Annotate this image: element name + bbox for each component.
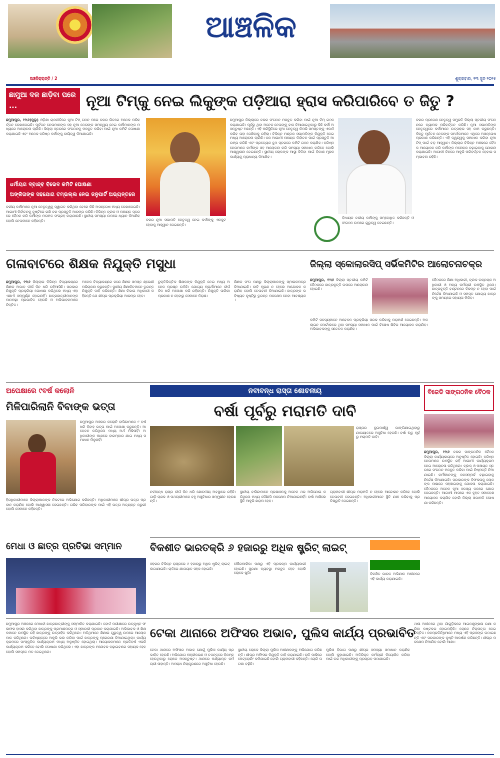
district-photo	[372, 278, 428, 314]
lead-col5: ଦଳର ପ୍ରଦେଶ ନେତୃତ୍ୱ ସମ୍ପ୍ରତି ଜିଲ୍ଲା ସ୍ତରୀୟ ସଂଗଠନରେ ବ୍ୟାପକ ପରିବର୍ତ୍ତନ କରିଛି। ନୂଆ ସଭାପତିଙ୍କ ନେତୃତ୍ୱରେ କର୍ମୀମାନେ ଉତ୍ସାହର ସହ କାମ କରୁଛନ୍ତି। କିନ୍ତୁ ପୂର୍ବତନ ନେତାଙ୍କ ସମର୍ଥକମାନେ ଏଥିରେ ଅସନ୍ତୋଷ ପ୍ରକାଶ କରିଛନ୍ତି। ଏହି ଦ୍ୱନ୍ଦ୍ୱକୁ ସମାଧାନ କରିବା ନୂଆ ଟିମ୍ ପାଇଁ ବଡ଼ ଆହ୍ୱାନ। ଜିଲ୍ଲାର ବିଭିନ୍ନ ଅଞ୍ଚଳରେ ବୈଠକ ଆୟୋଜନ କରି କର୍ମୀଙ୍କ ମନୋବଳ ବଢ଼ାଇବାକୁ ଯୋଜନା କରାଯାଇଛି। ଆଗାମୀ ଦିନରେ ଆହୁରି ପରିବର୍ତ୍ତନ ହେବାର ସମ୍ଭାବନା ରହିଛି।	[416, 118, 496, 159]
masthead-title: ଆଞ୍ଚଳିକ	[205, 10, 297, 45]
students-photo	[6, 558, 146, 614]
lead-dateline: ଛମୁଆପୁର, ୧୨ା୬(ଜୁଲୁ)	[6, 118, 39, 122]
bottom-rule	[6, 754, 494, 755]
colony-body-1: ଛମୁଆପୁର ଅଞ୍ଚଳର କଲୋନି ବାସିନ୍ଦାମାନେ ୯ ବର୍ଷ ଧରି ବିବାହ ଭତ୍ତା ପାଇଁ ଅପେକ୍ଷା କରୁଛନ୍ତି। ଆବେଦନ କରିଥିଲେ ମଧ୍ୟ ଅର୍ଥ ମିଳିନାହିଁ। ଅଧିକାରୀଙ୍କ ପାଖରେ ବାରମ୍ବାର ଯାଇ ମଧ୍ୟ ସମାଧାନ ମିଳୁନାହିଁ।	[80, 420, 146, 443]
road-band-label: ନବୀବନ୍ଧ ରାସ୍ତା ଶୋଚନୀୟ	[248, 387, 322, 395]
colony-headline: ମିଳିପାରିଲାନି ବିବାଙ୍କ ଭତ୍ତା	[6, 402, 116, 413]
police-body-2: ସ୍ଥାନୀୟ ଲୋକେ ଜିଲ୍ଲା ପୁଲିସ ଅଧୀକ୍ଷକଙ୍କୁ ଅଭିଯୋଗ କରିଛନ୍ତି। ଶୀଘ୍ର ଅଫିସର ନିଯୁକ୍ତି ଦାବି କରାଯାଇଛି। ରାତି ପାଳିରେ ପେଟ୍ରୋଲିଂ କମିଯାଇଛି ବୋଲି ଗ୍ରାମବାସୀ କହିଛନ୍ତି। ଚୋରି ଘଟଣା ବଢ଼ିଛି।	[238, 648, 322, 666]
police-body-3: ପୁଲିସ ବିଭାଗ ପକ୍ଷରୁ ଶୀଘ୍ର ସମସ୍ୟା ସମାଧାନ କରାଯିବ ବୋଲି କୁହାଯାଇଛି। ଅତିରିକ୍ତ କର୍ମଚାରୀ ନିୟୋଜିତ କରିବା ପାଇଁ ଉଚ୍ଚ ଅଧିକାରୀଙ୍କୁ ପ୍ରସ୍ତାବ ପଠାଯାଇଛି।	[326, 648, 410, 662]
biju-photo	[424, 414, 494, 448]
colony-body-2: ହିତାଧିକାରୀମାନେ ଜିଲ୍ଲାପାଳଙ୍କ ନିକଟରେ ଅଭିଯୋଗ କରିଛନ୍ତି। ଅଧିକାରୀମାନେ ଶୀଘ୍ର ଭତ୍ତା ପ୍ରଦାନ କରାଯିବ ବୋଲି ଆଶ୍ୱାସନା ଦେଇଛନ୍ତି। ଗରିବ ପରିବାରଙ୍କ ପାଇଁ ଏହି ଭତ୍ତା ଅତ୍ୟନ୍ତ ଜରୁରୀ ବୋଲି ସେମାନେ କହିଛନ୍ତି।	[6, 498, 146, 512]
biju-dateline: ଛମୁଆପୁର, ୧୨ା୬	[424, 450, 450, 454]
lead-bullet-2: ଅଙ୍କିତାଙ୍କ ସହଯୋଗ ତମ୍ଭଲ୍ଲ ନେଇ ଜନୁପାର୍ଟି ଅଭ୍ୟନ୍ତରେ	[10, 192, 136, 198]
lead-col4-caption: ବିଧାୟକ ଦଳୀୟ କର୍ମୀଙ୍କୁ ସମ୍ବୋଧିତ କରିଛନ୍ତି ଓ ସଂଗଠନ ଉପରେ ଗୁରୁତ୍ୱ ଦେଇଛନ୍ତି।	[342, 216, 414, 225]
road-body-3: ଗ୍ରାମବାସୀ ଶୀଘ୍ର ମରାମତି ନ ହେଲେ ଆନ୍ଦୋଳନ କରିବେ ବୋଲି ଚେତାବନୀ ଦେଇଛନ୍ତି। ଅଧିକାରୀମାନେ ସ୍ଥିତି ଯାଞ୍ଚ କରିବାକୁ ପ୍ରତିଶ୍ରୁତି ଦେଇଛନ୍ତି।	[330, 490, 420, 504]
teacher-body-2: ଅନେକ ବିଦ୍ୟାଳୟରେ ଜଣେ ଶିକ୍ଷକ ସମସ୍ତ ଶ୍ରେଣୀ ପରିଚାଳନା କରୁଛନ୍ତି। ସ୍ଥାନୀୟ ଶିକ୍ଷାବିତମାନେ ତୁରନ୍ତ ନିଯୁକ୍ତି ଦାବି କରିଛନ୍ତି। ଶିକ୍ଷା ବିଭାଗ ଅଧିକାରୀ କହିଛନ୍ତି ଯେ ଶୀଘ୍ର ପ୍ରକ୍ରିୟା ଆରମ୍ଭ ହେବ।	[82, 280, 154, 298]
lead-kicker-box	[6, 88, 80, 114]
flag-photo	[370, 540, 420, 570]
teacher-dateline: ଛମୁଆପୁର, ୧୨ା୬	[6, 280, 31, 284]
streetlight-body-2: ପୌରପାଳିକା ପକ୍ଷରୁ ଏହି ପ୍ରକଳ୍ପ କାର୍ଯ୍ୟକାରୀ ହୋଇଛି। ସୁରକ୍ଷା ବ୍ୟବସ୍ଥା ମଜବୁତ ହେବ ବୋଲି ଲୋକେ ଖୁସି।	[234, 562, 306, 576]
lead-col3: ଛମୁଆପୁର ଜିଲ୍ଲାରେ ଦଳର ସଂଗଠନ ମଜବୁତ କରିବା ପାଇଁ ନୂଆ ଟିମ୍ ଗଠନ କରାଯାଇଛି। ପୂର୍ବରୁ ଥିବା ଅନେକ ନେତାଙ୍କୁ ବାଦ ଦିଆଯାଇଥିବାରୁ କିଛି କର୍ମୀ ଅସନ୍ତୁଷ୍ଟ ଅଛନ୍ତି। ଏହି ପରିସ୍ଥିତିରେ ନୂଆ ନେତୃତ୍ୱ କିପରି ସମସ୍ତଙ୍କୁ ଏକାଠି କରିବ ତାହା ଦେଖିବାକୁ ରହିଲା। ବିଭିନ୍ନ ମଣ୍ଡଳ ସଭାପତିଙ୍କ ନିଯୁକ୍ତି ନେଇ ମଧ୍ୟ ଆଲୋଚନା ଚାଲିଛି। ଦଳ ଆଗାମୀ ପଞ୍ଚାୟତ ନିର୍ବାଚନ ପାଇଁ ପ୍ରସ୍ତୁତି ଆରମ୍ଭ କରିଛି ଏବଂ ପ୍ରତ୍ୟେକ ବୁଥ ସ୍ତରରେ କମିଟି ଗଠନ କରାଯିବ। ବରିଷ୍ଠ ନେତାମାନେ କର୍ମୀଙ୍କ ସହ ଆଲୋଚନା କରି ସମସ୍ୟା ସମାଧାନ କରିବେ ବୋଲି ଆଶ୍ୱାସନା ଦେଇଛନ୍ତି। ସ୍ଥାନୀୟ ଲୋକଙ୍କ ଆସ୍ଥା ଜିତିବା ପାଇଁ ବିକାଶ ମୂଳକ କାର୍ଯ୍ୟକୁ ପ୍ରାଧାନ୍ୟ ଦିଆଯିବ।	[230, 118, 334, 159]
divider-2	[6, 382, 494, 383]
road-band	[150, 385, 420, 397]
police-body-4: ଥାନା ଅଧୀନରେ ଥିବା ଗାଁଗୁଡ଼ିକରେ ଆଇନଶୃଙ୍ଖଳା ରକ୍ଷା କରିବା କଷ୍ଟକର ହୋଇପଡ଼ିଛି। ଲୋକେ ନିରାପତ୍ତା ନେଇ ଚିନ୍ତିତ। ଜନପ୍ରତିନିଧିମାନେ ମଧ୍ୟ ଏହି ପ୍ରସଙ୍ଗ ଉଠାଇଛନ୍ତି ଏବଂ ସରକାରଙ୍କ ଦୃଷ୍ଟି ଆକର୍ଷଣ କରିଛନ୍ତି। ଶୀଘ୍ର ପଦକ୍ଷେପ ନିଆଯିବ ବୋଲି ଆଶା।	[414, 622, 496, 645]
colony-kicker: ଅପେକ୍ଷାରେ ୯ବର୍ଷ କଲୋନି	[6, 387, 75, 395]
district-body-2: ବୈଠକରେ ଶିକ୍ଷା ଅଧିକାରୀ, ବ୍ଲକ ଉନ୍ନୟନ ଅଧିକାରୀ ଓ ଅନ୍ୟ କର୍ମଚାରୀ ଉପସ୍ଥିତ ଥିଲେ। ଛାତ୍ରବୃତ୍ତି ବଣ୍ଟନରେ ବିଳମ୍ବ ନ ହେବା ପାଇଁ ନିର୍ଦ୍ଦେଶ ଦିଆଯାଇଛି ଓ ସମସ୍ତ ଯୋଗ୍ୟ ଛାତ୍ରଙ୍କୁ ସମୟରେ ସହାୟତା ମିଳିବ।	[432, 278, 496, 301]
district-body-3: କମିଟି ସଦସ୍ୟମାନେ ଆବେଦନ ପ୍ରକ୍ରିୟା ସରଳ କରିବାକୁ ପରାମର୍ଶ ଦେଇଛନ୍ତି। ଅନଲାଇନ ପୋର୍ଟାଲରେ ଥିବା ସମସ୍ୟା ସମାଧାନ ପାଇଁ ବିଶେଷ ଶିବିର ଆୟୋଜନ କରାଯିବ। ଅଭିଭାବକଙ୍କୁ ସଚେତନ କରାଯିବ।	[310, 318, 428, 332]
lead-bullet-box	[6, 178, 140, 202]
masthead-rule	[6, 84, 494, 86]
district-body-1: ଛମୁଆପୁର, ୧୨ା୬ ଜିଲ୍ଲା ସ୍ତରୀୟ କମିଟି ବୈଠକରେ ଛାତ୍ରବୃତ୍ତି ଉପରେ ଆଲୋଚନା ହୋଇଛି।	[310, 278, 368, 292]
teacher-body-1: ଛମୁଆପୁର, ୧୨ା୬ ଜିଲ୍ଲାର ବିଭିନ୍ନ ବିଦ୍ୟାଳୟରେ ଶିକ୍ଷକ ଅଭାବ ଦୀର୍ଘ ଦିନ ଧରି ରହିଆସିଛି। ସରକାର ନିଯୁକ୍ତି ପ୍ରକ୍ରିୟା ଘୋଷଣା କରିଥିଲେ ମଧ୍ୟ ଏହା ଏଯାଏଁ ସମ୍ପୂର୍ଣ୍ଣ ହୋଇନାହିଁ। ଛାତ୍ରଛାତ୍ରୀମାନଙ୍କ ପାଠପଢ଼ା ପ୍ରଭାବିତ ହେଉଛି ଓ ଅଭିଭାବକମାନେ ଚିନ୍ତିତ।	[6, 280, 78, 307]
students-body: ଛମୁଆପୁର ଅଞ୍ଚଳରେ ମେଧାବୀ ଛାତ୍ରଛାତ୍ରୀଙ୍କୁ ସମ୍ମାନିତ କରାଯାଇଛି। ବୋର୍ଡ ପରୀକ୍ଷାରେ ଉତ୍କୃଷ୍ଟ ଫଳାଫଳ ହାସଲ କରିଥିବା ଛାତ୍ରଙ୍କୁ ପ୍ରମାଣପତ୍ର ଓ ସ୍ମାରକୀ ପ୍ରଦାନ କରାଯାଇଛି। ଅଭିଭାବକ ଓ ଶିକ୍ଷକମାନେ ଉପସ୍ଥିତ ରହି ଛାତ୍ରଙ୍କୁ ଉତ୍ସାହିତ କରିଥିଲେ। ଅତିଥିମାନେ ଶିକ୍ଷାର ଗୁରୁତ୍ୱ ଉପରେ ଆଲୋକପାତ କରିଥିଲେ। ଭବିଷ୍ୟତରେ ଆହୁରି ଭଲ କରିବା ପାଇଁ ଛାତ୍ରଙ୍କୁ ପ୍ରେରଣା ଦିଆଯାଇଥିଲା। କାର୍ଯ୍ୟକ୍ରମରେ ସାଂସ୍କୃତିକ କାର୍ଯ୍ୟକ୍ରମ ମଧ୍ୟ ଅନୁଷ୍ଠିତ ହୋଇଥିଲା। ଆୟୋଜକମାନେ ପ୍ରତିବର୍ଷ ଏଭଳି କାର୍ଯ୍ୟକ୍ରମ କରିବେ ବୋଲି ଘୋଷଣା କରିଥିଲେ। ଏହା ଛାତ୍ରଙ୍କ ମନୋବଳ ବଢ଼ାଇବାରେ ସହାୟକ ହେବ ବୋଲି ସମସ୍ତେ ମତ ଦେଇଥିଲେ।	[6, 622, 146, 654]
road-photo-2	[236, 426, 282, 486]
lead-headline: ନୂଆ ଟିମ୍‌କୁ ନେଇ ଲିକୁଙ୍କ ପଡ଼ିଆରା ହ୍ରାସ କରିପାରିବେ ତ ଜିତୁ ?	[86, 92, 455, 110]
teacher-body-3: ଚୁକ୍ତିଭିତ୍ତିକ ଶିକ୍ଷକଙ୍କ ନିଯୁକ୍ତି ନେଇ ମଧ୍ୟ ଅନେକ ପ୍ରଶ୍ନ ଉଠିଛି। ଯୋଗ୍ୟ ପ୍ରାର୍ଥୀମାନେ ଦୀର୍ଘ ଦିନ ଧରି ଅପେକ୍ଷା କରି ରହିଛନ୍ତି। ନିଯୁକ୍ତି ତାଲିକା ପ୍ରକାଶ ନ ହେବାରୁ ସେମାନେ ନିରାଶ।	[158, 280, 230, 298]
lead-photo-caption: ଦଳର ନୂଆ ସଭାପତି ନେତୃତ୍ୱ ନେଇ କର୍ମୀଙ୍କୁ ଏକଜୁଟ ହେବାକୁ ଆହ୍ୱାନ ଦେଇଛନ୍ତି।	[146, 218, 226, 227]
road-body-right: ରାସ୍ତାର ଦୁଇପାର୍ଶ୍ୱ ଭାଙ୍ଗିଯାଇଥିବାରୁ ଯାତାୟାତରେ ଅସୁବିଧା ହେଉଛି। ବର୍ଷା ଋତୁ ପୂର୍ବରୁ ମରାମତି ଦାବି।	[356, 426, 420, 440]
district-headline: ଜିଲ୍ଲା ସ୍କୋଲାରସିପ୍ ସର୍ଭିକମିଟିର ଆଲୋଚନାଚକ୍ର	[310, 260, 483, 270]
streetlight-headline: ବିକଶୀତ ଭାରତକ୍ରି ୬ ହଜାରରୁ ଅଧିକ ଷ୍ଟ୍ରିଟ୍ ଲାଇଟ୍	[150, 543, 347, 554]
road-body-2: ସ୍ଥାନୀୟ ବାସିନ୍ଦାମାନେ ପ୍ରଶାସନକୁ ଅନେକ ଥର ଅଭିଯୋଗ କରିଥିଲେ ମଧ୍ୟ କୌଣସି ପଦକ୍ଷେପ ନିଆଯାଇନାହିଁ। ବର୍ଷା ଆସିଲେ ସ୍ଥିତି ଆହୁରି ଖରାପ ହେବ।	[240, 490, 326, 504]
divider-4	[6, 618, 494, 619]
lead-photo-mla	[338, 118, 412, 214]
road-photo-3	[284, 426, 354, 486]
lead-col1-bottom: ଦଳୀୟ କର୍ମୀମାନେ ନୂଆ ନେତୃତ୍ୱକୁ ସ୍ୱାଗତ କରିଥିବା ବେଳେ କିଛି ଅସନ୍ତୋଷ ମଧ୍ୟ ଦେଖାଦେଇଛି। ଆଗାମୀ ନିର୍ବାଚନକୁ ଦୃଷ୍ଟିରେ ରଖି ଦଳ ପ୍ରସ୍ତୁତି ଆରମ୍ଭ କରିଛି। ବିଭିନ୍ନ ବ୍ଲକ ଓ ପଞ୍ଚାୟତ ସ୍ତରରେ ବୈଠକ କରି କର୍ମୀଙ୍କ ମତାମତ ସଂଗ୍ରହ କରାଯାଉଛି। ସ୍ଥାନୀୟ ସମସ୍ୟା ଉପରେ ଧ୍ୟାନ ଦିଆଯିବ ବୋଲି ନେତାମାନେ କହିଛନ୍ତି।	[6, 205, 140, 223]
lead-col1-top: ଛମୁଆପୁର, ୧୨ା୬(ଜୁଲୁ) ଓଡ଼ିଶା ରାଜନୀତିରେ ନୂଆ ଟିମ୍ ଗଠନ ପରେ ଦଳର ଭିତରେ ଅନେକ ପରିବର୍ତ୍ତନ ଦେଖାଦେଇଛି। ପୂର୍ବତନ ନେତାମାନଙ୍କ ସହ ନୂଆ ନେତାଙ୍କ ସମନ୍ୱୟ ନେଇ କର୍ମୀମାନଙ୍କ ମଧ୍ୟରେ ଆଲୋଚନା ଚାଲିଛି। ଜିଲ୍ଲା ସ୍ତରରେ ସଂଗଠନକୁ ମଜବୁତ କରିବା ପାଇଁ ନୂଆ କମିଟି ଘୋଷଣା କରାଯାଇଛି ଏବଂ ଅନେକ ବରିଷ୍ଠ କର୍ମୀଙ୍କୁ ଦାୟିତ୍ୱ ଦିଆଯାଇଛି।	[6, 118, 140, 136]
party-logo-icon	[314, 216, 340, 242]
district-dateline: ଛମୁଆପୁର, ୧୨ା୬	[310, 278, 335, 282]
teacher-body-4: ଶିକ୍ଷକ ସଂଘ ପକ୍ଷରୁ ଜିଲ୍ଲାପାଳଙ୍କୁ ସ୍ମାରକପତ୍ର ଦିଆଯାଇଛି। ଦାବି ପୂରଣ ନ ହେଲେ ଆନ୍ଦୋଳନ କରାଯିବ ବୋଲି ଚେତାବନୀ ଦିଆଯାଇଛି। ଛାତ୍ରଙ୍କ ଭବିଷ୍ୟତ ଦୃଷ୍ଟିରୁ ତୁରନ୍ତ ପଦକ୍ଷେପ ନେବା ଆବଶ୍ୟକ।	[234, 280, 306, 303]
biju-body: ଛମୁଆପୁର, ୧୨ା୬ ଦଳର ସାଙ୍ଗଠନିକ ବୈଠକ ଜିଲ୍ଲା କାର୍ଯ୍ୟାଳୟରେ ଅନୁଷ୍ଠିତ ହୋଇଛି। ବରିଷ୍ଠ ନେତାମାନେ ଉପସ୍ଥିତ ରହି ଆଗାମୀ କାର୍ଯ୍ୟକ୍ରମ ନେଇ ଆଲୋଚନା କରିଥିଲେ। ବ୍ଲକ ଓ ପଞ୍ଚାୟତ ସ୍ତରରେ ସଂଗଠନ ମଜବୁତ କରିବା ପାଇଁ ନିଷ୍ପତ୍ତି ନିଆଯାଇଛି। କର୍ମୀମାନଙ୍କୁ ଜନସମ୍ପର୍କ ବଢ଼ାଇବାକୁ ନିର୍ଦ୍ଦେଶ ଦିଆଯାଇଛି। ସରକାରଙ୍କ ବିଫଳତାକୁ ଲୋକଙ୍କ ପାଖରେ ପହଞ୍ଚାଇବାକୁ ଯୋଜନା କରାଯାଇଛି। ବୈଠକରେ ଅନେକ ନୂଆ ସଦସ୍ୟ ଦଳରେ ଯୋଗ ଦେଇଛନ୍ତି। ଆଗାମୀ ମାସରେ ଏକ ବୃହତ ସମାବେଶ ଆୟୋଜନ କରାଯିବ ବୋଲି ଜିଲ୍ଲା ସଭାପତି ଘୋଷଣା କରିଛନ୍ତି।	[424, 450, 494, 505]
road-body-1: ନବୀବନ୍ଧ ରାସ୍ତା ଦୀର୍ଘ ଦିନ ଧରି ଶୋଚନୀୟ ଅବସ୍ଥାରେ ରହିଛି। ଗାଡ଼ି ଚାଳକ ଓ ପଥଚାରୀମାନେ ବହୁ ଅସୁବିଧାର ସମ୍ମୁଖୀନ ହେଉଛନ୍ତି।	[150, 490, 236, 504]
lead-photo-leader	[146, 118, 226, 216]
streetlight-body-3: ବିକଶିତ ଭାରତ ଅଭିଯାନ ଅଧୀନରେ ଏହି କାର୍ଯ୍ୟ କରାଯାଇଛି।	[370, 572, 420, 581]
police-body-1: ଟେକା ଥାନାରେ ଅଫିସର ଅଭାବ ଯୋଗୁଁ ପୁଲିସ କାର୍ଯ୍ୟ ପ୍ରଭାବିତ ହେଉଛି। ଅଭିଯୋଗ ପଞ୍ଜୀକରଣ ଓ ତଦନ୍ତରେ ବିଳମ୍ବ ହେଉଥିବାରୁ ଲୋକେ ଅସନ୍ତୁଷ୍ଟ। ଥାନାରେ ପର୍ଯ୍ୟାପ୍ତ କର୍ମଚାରୀ ନାହାନ୍ତି। ଅପରାଧ ନିୟନ୍ତ୍ରଣରେ ଅସୁବିଧା ହେଉଛି।	[150, 648, 234, 666]
masthead-photo-people	[92, 4, 172, 58]
biju-headline-box	[424, 385, 494, 411]
masthead-left-tag: ଅଞ୍ଚଳିକ୍ରାନ୍ତି / 2	[30, 76, 58, 81]
divider-1	[6, 250, 494, 251]
biju-headline: ବିଜେଡି ସାଙ୍ଗଠନିକ ବୈଠକ	[427, 389, 491, 396]
teacher-headline: ଗଳାବାଟରେ ଶିକ୍ଷକ ନିଯୁକ୍ତି ମସୁଧା	[6, 257, 176, 272]
colony-photo	[6, 420, 76, 494]
streetlight-body-1: ସହରର ବିଭିନ୍ନ ରାସ୍ତାରେ ୬ ହଜାରରୁ ଅଧିକ ଷ୍ଟ୍ରିଟ୍ ଲାଇଟ୍ ଲଗାଯାଇଛି। ରାତିରେ ଯାତାୟାତ ସହଜ ହୋଇଛି।	[150, 562, 230, 571]
lead-bullet-1: ଧର୍ମୀୟଗ ଦ୍ବାନ୍ଦ୍ବ ବିଭେଦ କମିଟି ଘୋଷଣା	[10, 182, 92, 188]
students-headline: ମେଧା ଓ ଛାତ୍ର ପ୍ରତିଭା ସମ୍ମାନ	[6, 542, 122, 552]
masthead	[0, 0, 500, 82]
lead-kicker: ଛାମୁଆ ଦଳ ଛାଡ଼ିବା ପରେ ...	[9, 91, 76, 110]
masthead-photo-city	[330, 4, 495, 58]
streetlight-photo	[310, 562, 368, 612]
police-headline: ଟେକା ଥାନାରେ ଅଫିସର ଅଭାବ, ପୁଲିସ କାର୍ଯ୍ୟ ପ୍ରଭାବିତ	[150, 626, 416, 640]
divider-3	[150, 537, 420, 538]
road-photo-1	[150, 426, 234, 486]
masthead-date: ଶୁକ୍ରବାର, ୧୩ ଜୁନ ୨୦୨୫	[455, 76, 496, 81]
road-headline: ବର୍ଷା ପୂର୍ବରୁ ମରାମତି ଦାବି	[213, 402, 357, 420]
masthead-photo-wheel	[56, 6, 94, 44]
